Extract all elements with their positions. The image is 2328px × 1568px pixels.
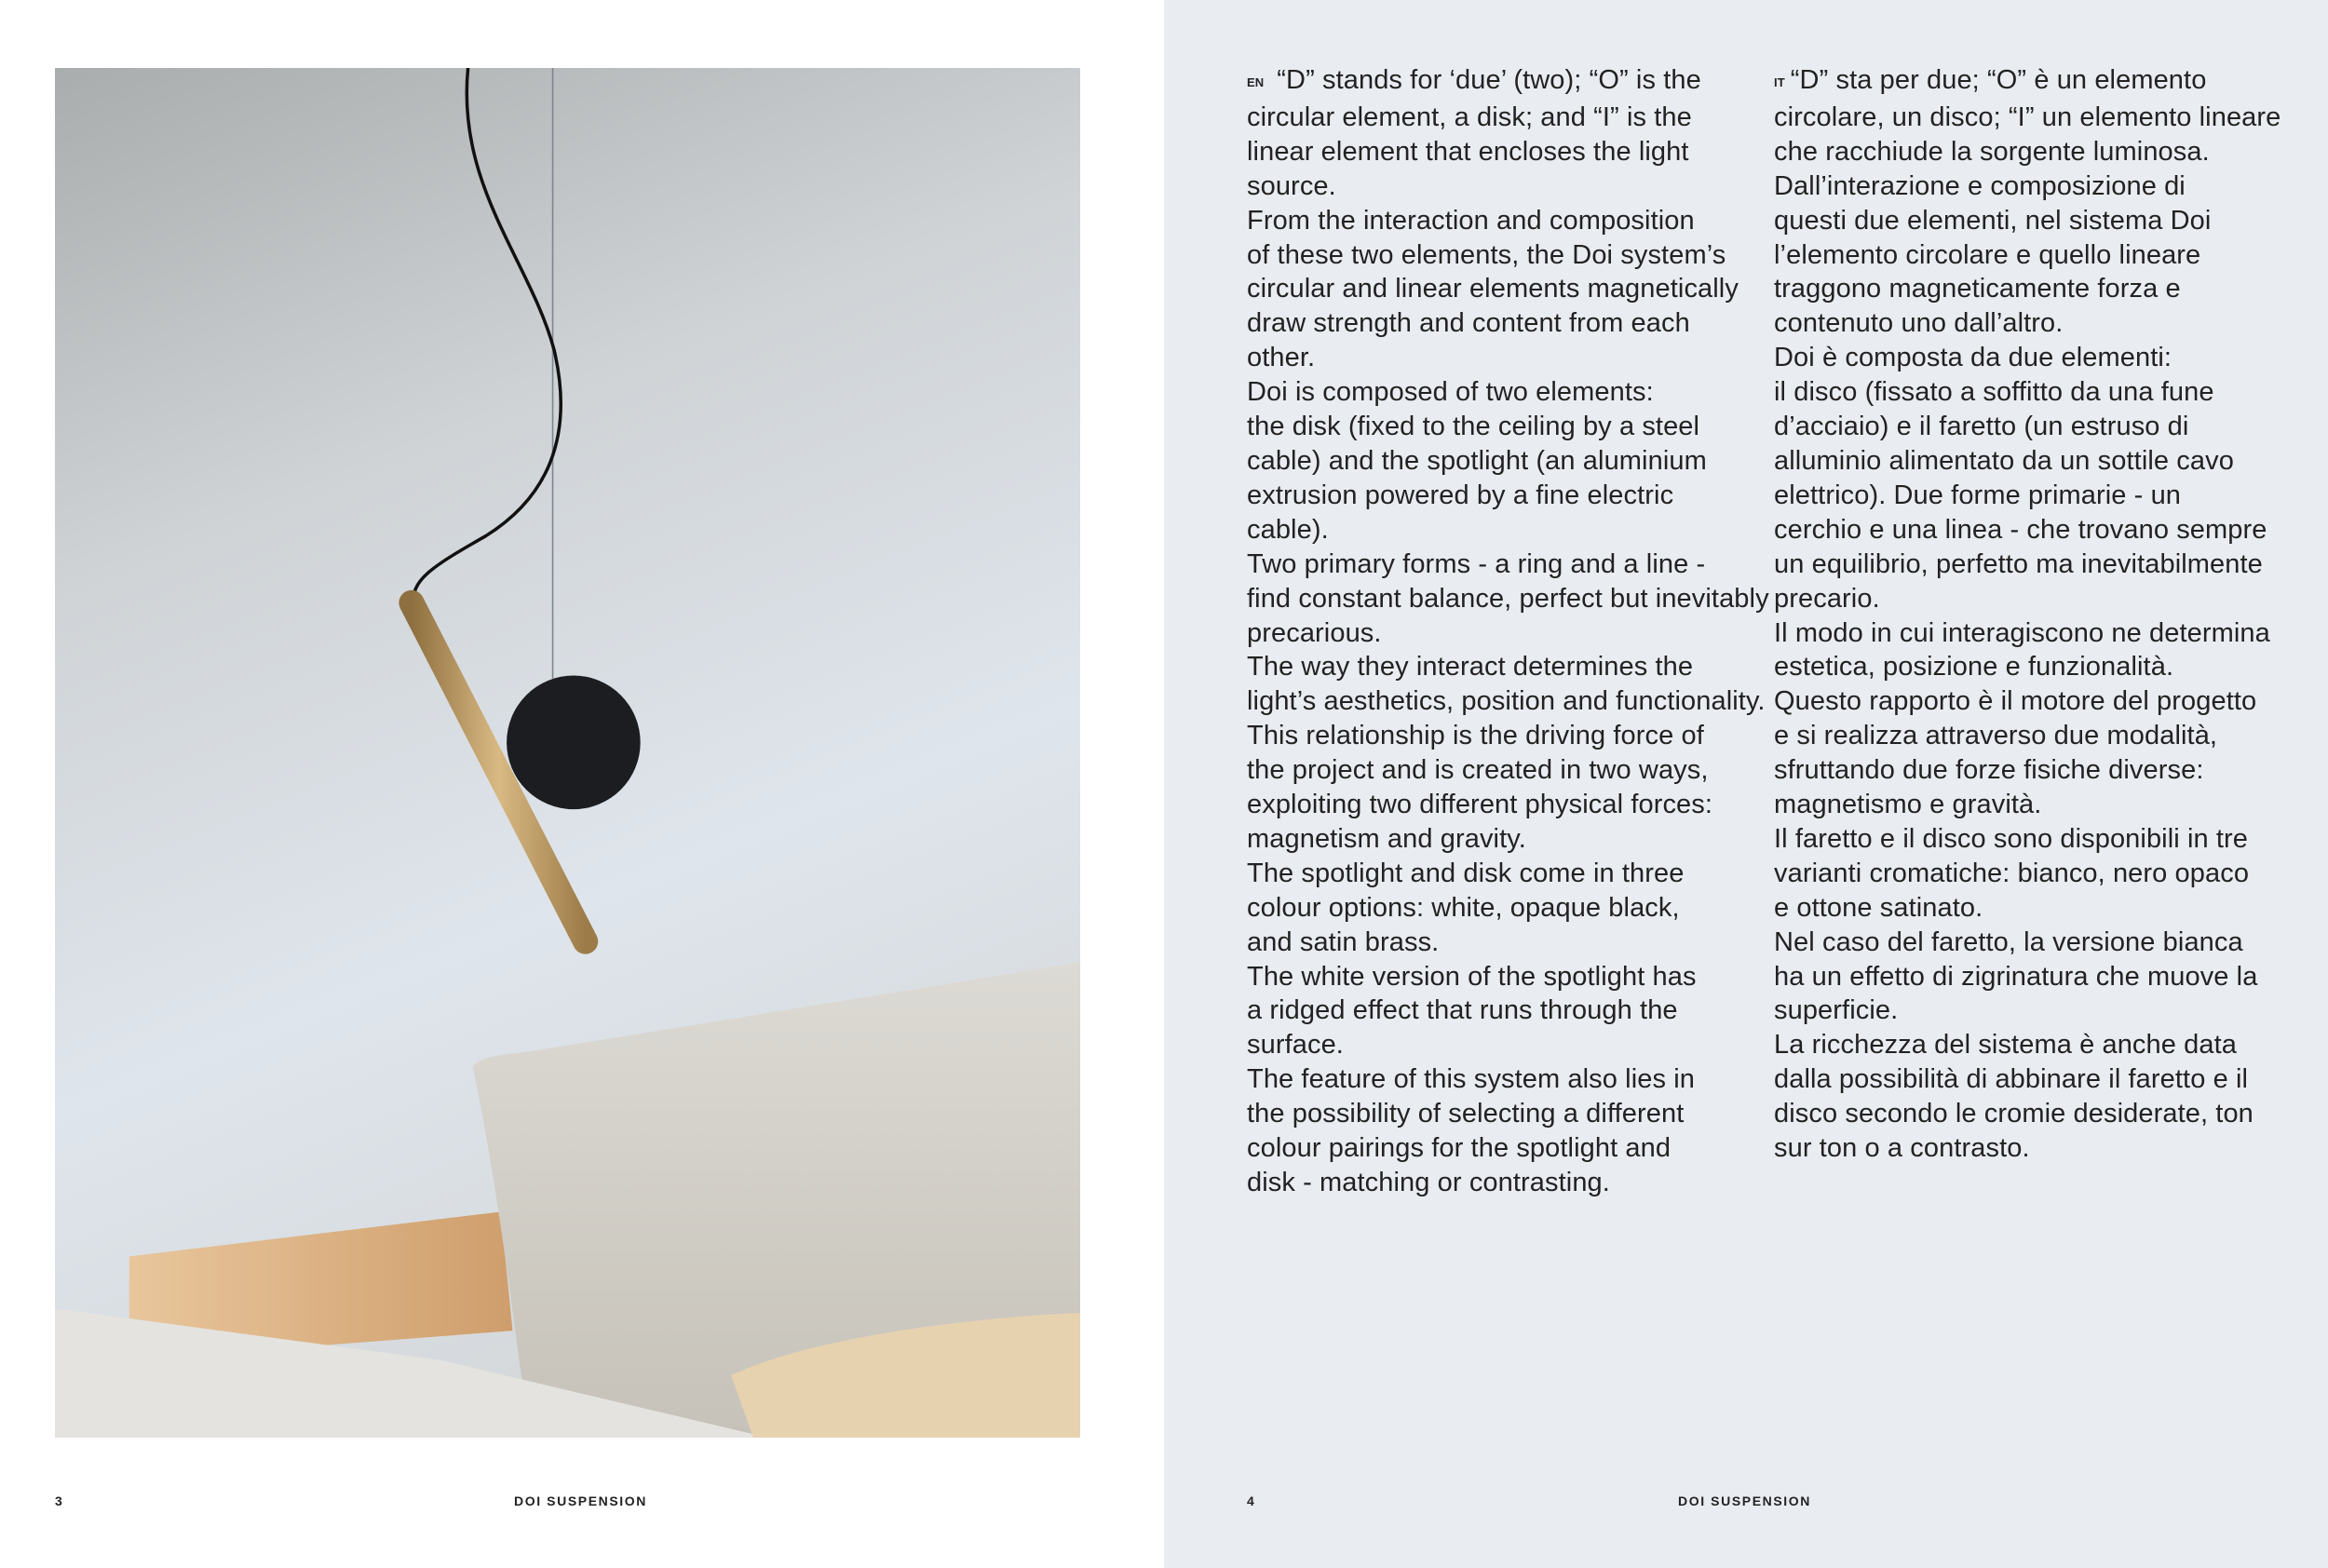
page-number-left: 3 (55, 1494, 64, 1508)
text-line: The white version of the spotlight has (1247, 961, 1697, 992)
text-line: disk - matching or contrasting. (1247, 1168, 1610, 1197)
text-line: dalla possibilità di abbinare il faretto e il (1774, 1064, 2249, 1095)
text-line: find constant balance, perfect but inevitably (1247, 583, 1769, 614)
text-line: Questo rapporto è il motore del progetto (1774, 686, 2257, 717)
text-line: questi due elementi, nel sistema Doi (1774, 205, 2212, 236)
text-line: and satin brass. (1247, 926, 1440, 957)
english-text-column (1247, 63, 1769, 1200)
language-label-en: EN (1247, 75, 1265, 89)
text-line: che racchiude la sorgente luminosa. (1774, 136, 2210, 167)
text-line: disco secondo le cromie desiderate, ton (1774, 1099, 2254, 1129)
text-line: precario. (1774, 583, 1880, 614)
text-line: colour pairings for the spotlight and (1247, 1133, 1672, 1164)
text-line: light’s aesthetics, position and functionality. (1247, 686, 1766, 717)
text-line: The spotlight and disk come in three (1247, 858, 1685, 888)
running-title-left: DOI SUSPENSION (514, 1494, 647, 1508)
text-line: alluminio alimentato da un sottile cavo (1774, 445, 2234, 476)
italian-text-column (1774, 63, 2295, 1166)
text-line: e ottone satinato. (1774, 892, 1983, 923)
text-line: magnetism and gravity. (1247, 823, 1526, 854)
text-line: Il faretto e il disco sono disponibili in tre (1774, 823, 2249, 854)
text-line: circular and linear elements magnetically (1247, 274, 1739, 304)
language-label-it: IT (1774, 75, 1785, 89)
text-line: a ridged effect that runs through the (1247, 995, 1678, 1026)
text-line: cable) and the spotlight (an aluminium (1247, 445, 1707, 476)
text-line: of these two elements, the Doi system’s (1247, 239, 1726, 270)
text-line: cerchio e una linea - che trovano sempre (1774, 514, 2267, 545)
text-line: e si realizza attraverso due modalità, (1774, 721, 2218, 751)
text-line: varianti cromatiche: bianco, nero opaco (1774, 858, 2250, 888)
text-line: exploiting two different physical forces: (1247, 790, 1713, 820)
text-line: “D” stands for ‘due’ (two); “O” is the (1277, 65, 1701, 95)
page-number-right: 4 (1247, 1494, 1256, 1508)
text-line: contenuto uno dall’altro. (1774, 308, 2064, 339)
text-line: un equilibrio, perfetto ma inevitabilmente (1774, 548, 2263, 579)
text-line: circular element, a disk; and “I” is the (1247, 101, 1692, 132)
text-line: Nel caso del faretto, la versione bianca (1774, 926, 2243, 957)
text-line: d’acciaio) e il faretto (un estruso di (1774, 412, 2189, 442)
text-line: the disk (fixed to the ceiling by a steel (1247, 412, 1700, 442)
text-line: Doi is composed of two elements: (1247, 377, 1654, 408)
text-line: elettrico). Due forme primarie - un (1774, 480, 2182, 510)
black-disk (507, 676, 641, 810)
text-line: The way they interact determines the (1247, 652, 1694, 683)
text-line: This relationship is the driving force of (1247, 721, 1704, 751)
running-title-right: DOI SUSPENSION (1678, 1494, 1811, 1508)
text-line: Doi è composta da due elementi: (1774, 343, 2172, 373)
text-line: The feature of this system also lies in (1247, 1064, 1695, 1095)
text-line: the possibility of selecting a different (1247, 1099, 1685, 1129)
text-line: sfruttando due forze fisiche diverse: (1774, 755, 2204, 786)
text-line: colour options: white, opaque black, (1247, 892, 1680, 923)
text-line: linear element that encloses the light (1247, 136, 1689, 167)
text-line: precarious. (1247, 617, 1382, 648)
text-line: cable). (1247, 514, 1329, 545)
text-line: il disco (fissato a soffitto da una fune (1774, 377, 2214, 408)
text-line: l’elemento circolare e quello lineare (1774, 239, 2201, 270)
text-line: draw strength and content from each (1247, 308, 1690, 339)
text-line: From the interaction and composition (1247, 205, 1695, 236)
text-line: sur ton o a contrasto. (1774, 1133, 2030, 1164)
text-line: circolare, un disco; “I” un elemento lineare (1774, 101, 2281, 132)
text-line: Il modo in cui interagiscono ne determina (1774, 617, 2270, 648)
text-line: Two primary forms - a ring and a line - (1247, 548, 1706, 579)
text-line: traggono magneticamente forza e (1774, 274, 2181, 304)
text-line: other. (1247, 343, 1316, 373)
text-line: La ricchezza del sistema è anche data (1774, 1030, 2237, 1061)
text-line: “D” sta per due; “O” è un elemento (1790, 65, 2207, 95)
text-line: superficie. (1774, 995, 1899, 1026)
product-photo-doi-suspension-lamp (55, 68, 1080, 1438)
text-line: surface. (1247, 1030, 1344, 1061)
text-line: ha un effetto di zigrinatura che muove la (1774, 961, 2258, 992)
text-line: the project and is created in two ways, (1247, 755, 1709, 786)
text-line: estetica, posizione e funzionalità. (1774, 652, 2174, 683)
text-line: Dall’interazione e composizione di (1774, 170, 2186, 201)
text-line: source. (1247, 170, 1336, 201)
text-line: extrusion powered by a fine electric (1247, 480, 1674, 510)
text-line: magnetismo e gravità. (1774, 790, 2042, 820)
lamp-photo-illustration (55, 68, 1080, 1438)
